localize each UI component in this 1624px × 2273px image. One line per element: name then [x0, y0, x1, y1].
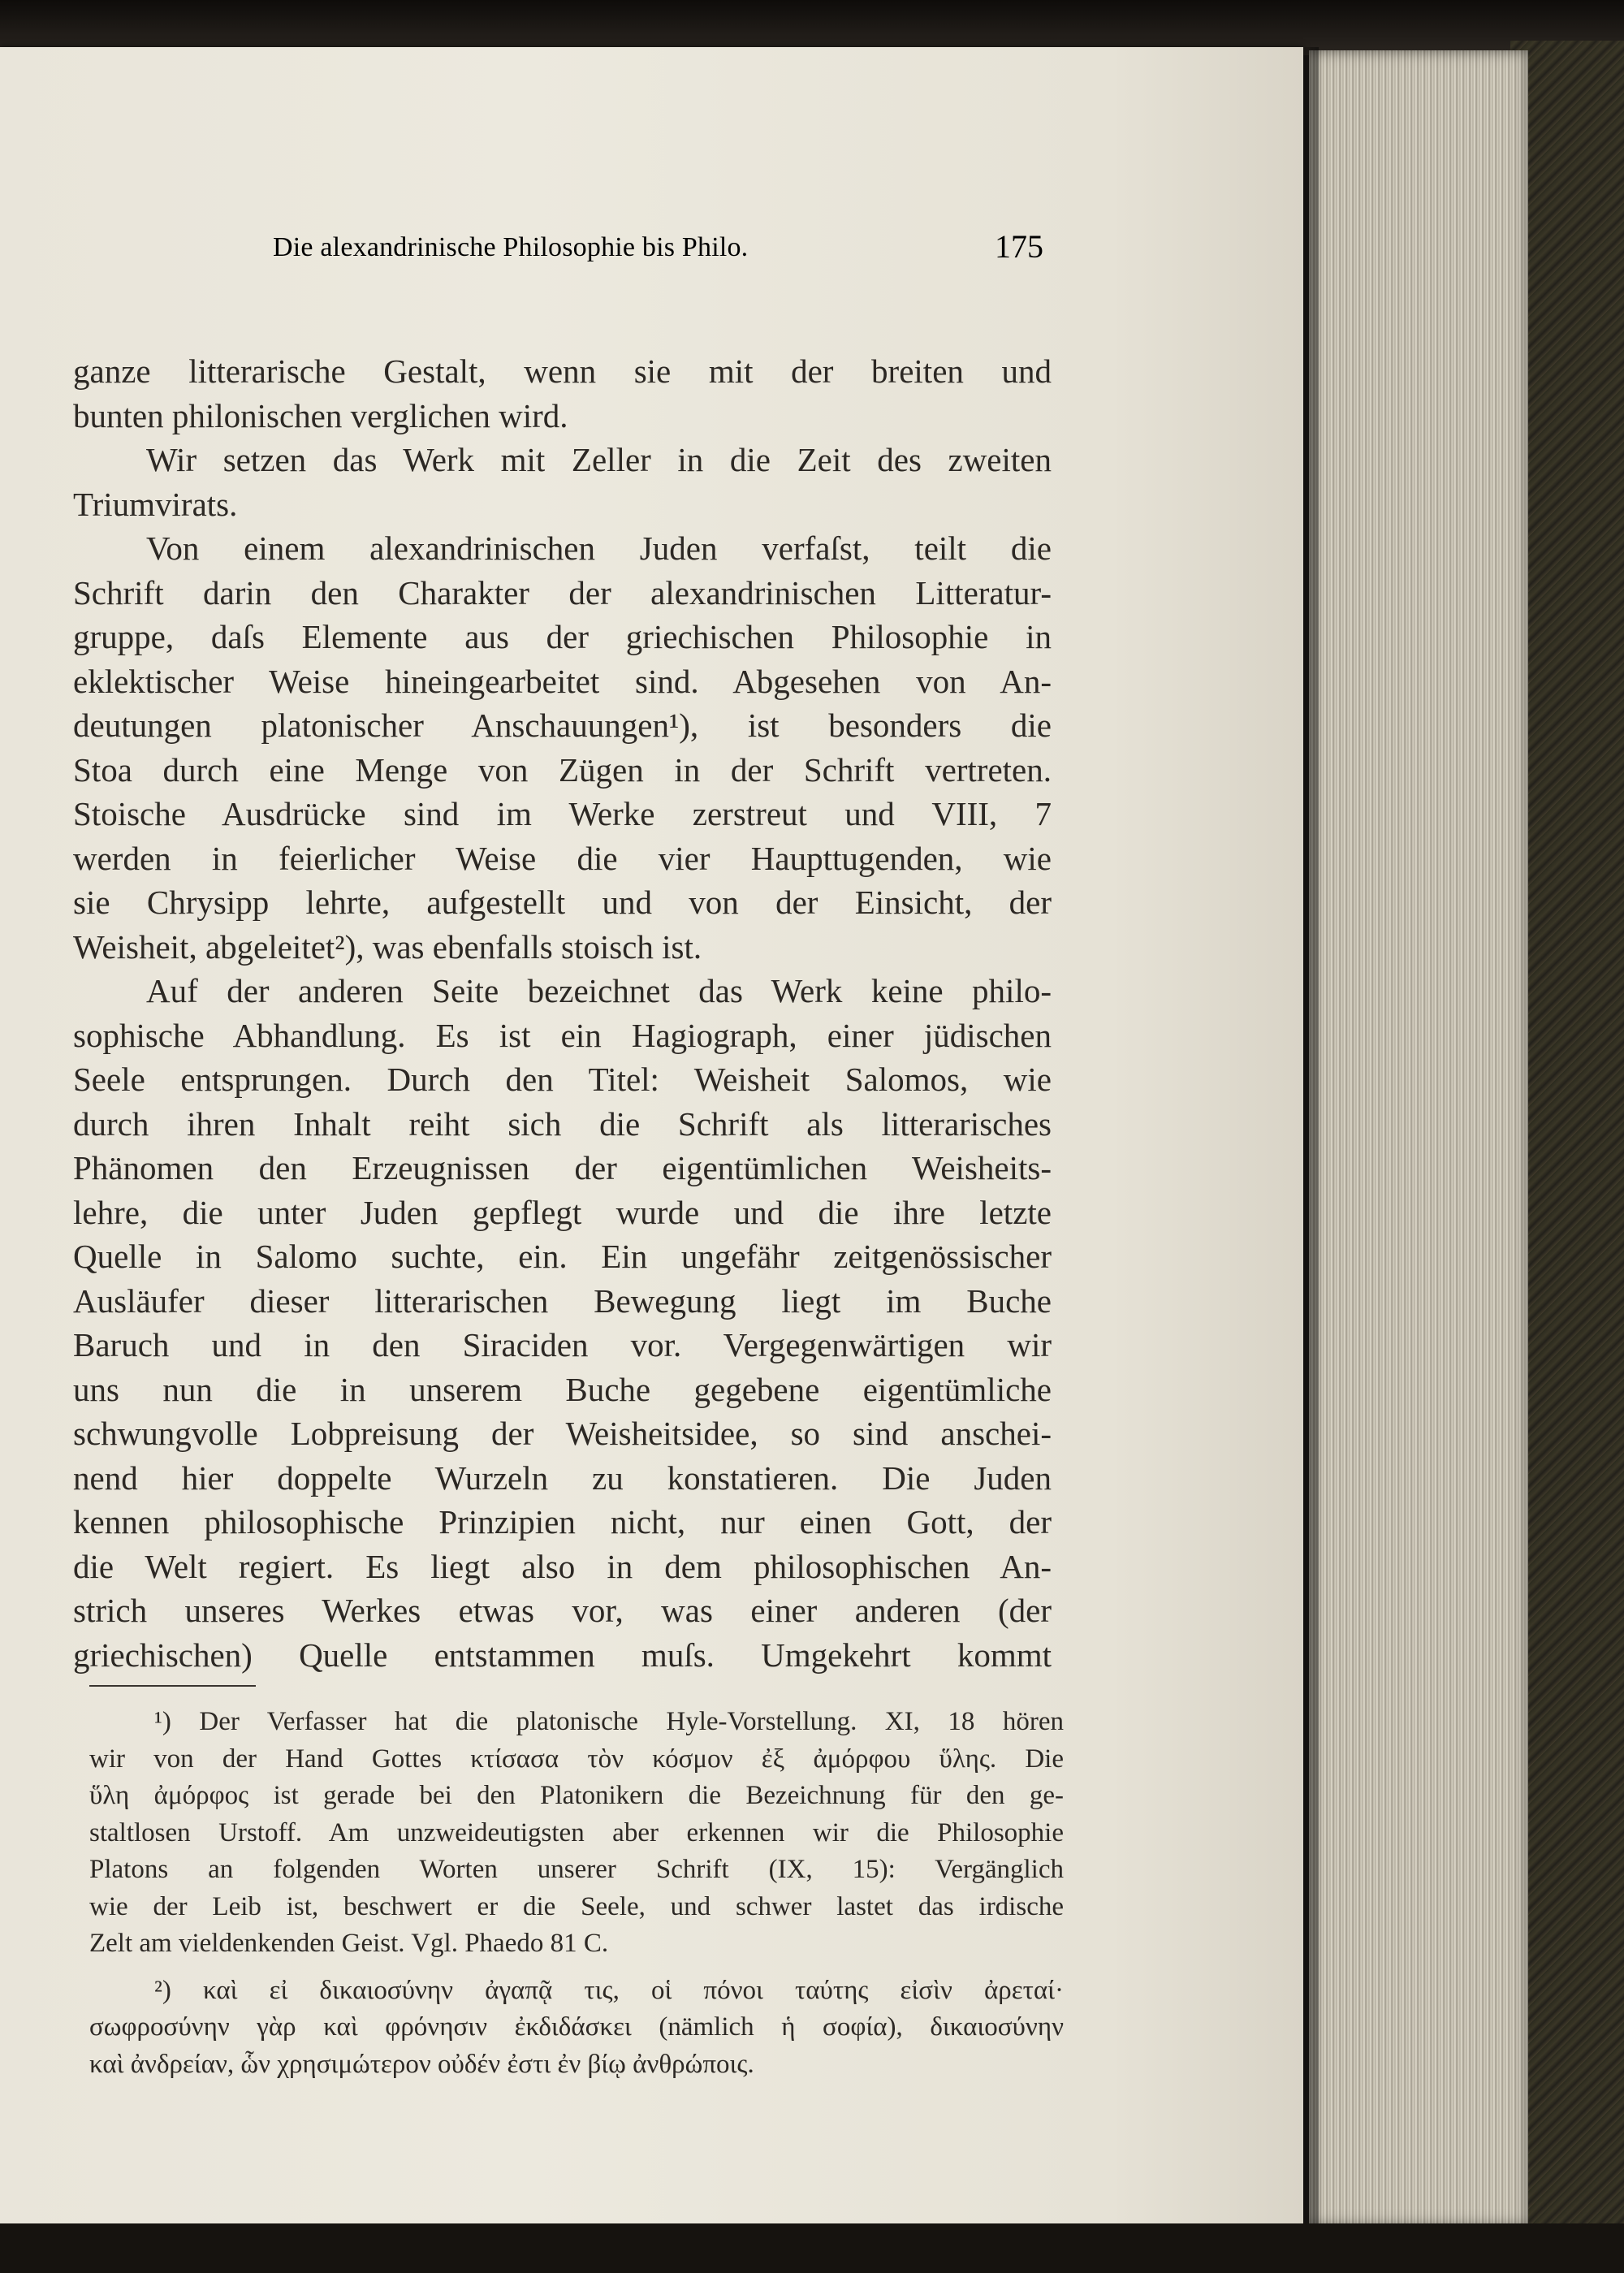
body-line: Stoische Ausdrücke sind im Werke zerstreut und VIII, 7 — [73, 795, 1052, 832]
body-line: gruppe, daſs Elemente aus der griechischen Philosophie in — [73, 618, 1052, 655]
body-line: Seele entsprungen. Durch den Titel: Weisheit Salomos, wie — [73, 1061, 1052, 1098]
body-text — [73, 349, 1052, 1677]
footnote-gap — [89, 1963, 1064, 1973]
scan-background-bottom — [0, 2223, 1624, 2273]
body-line: deutungen platonischer Anschauungen¹), ist besonders die — [73, 707, 1052, 744]
body-line: nend hier doppelte Wurzeln zu konstatieren. Die Juden — [73, 1458, 1052, 1497]
body-line: Auf der anderen Seite bezeichnet das Werk keine philo- — [146, 972, 1052, 1009]
footnote-line: ¹) Der Verfasser hat die platonische Hyle-Vorstellung. XI, 18 hören — [154, 1707, 1064, 1736]
footnote-line: Platons an folgenden Worten unserer Schrift (IX, 15): Vergänglich — [89, 1855, 1064, 1884]
footnote-line: ²) καὶ εἰ δικαιοσύνην ἀγαπᾷ τις, οἱ πόνοι ταύτης εἰσὶν ἀρεταί· — [154, 1975, 1064, 2005]
footnote-line: Zelt am vieldenkenden Geist. Vgl. Phaedo 81 C. — [89, 1929, 609, 1958]
body-line: die Welt regiert. Es liegt also in dem philosophischen An- — [73, 1547, 1052, 1585]
running-head-title: Die alexandrinische Philosophie bis Philo. — [273, 232, 749, 262]
body-line: bunten philonischen verglichen wird. — [73, 396, 568, 434]
page-edges — [1309, 50, 1528, 2227]
body-line: griechischen) Quelle entstammen muſs. Umgekehrt kommt — [73, 1636, 1052, 1674]
footnote-line: staltlosen Urstoff. Am unzweideutigsten aber erkennen wir die Philosophie — [89, 1817, 1064, 1847]
body-line: uns nun die in unserem Buche gegebene eigentümliche — [73, 1370, 1052, 1408]
body-line: Wir setzen das Werk mit Zeller in die Zeit des zweiten — [146, 441, 1052, 478]
body-line: Weisheit, abgeleitet²), was ebenfalls stoisch ist. — [73, 927, 702, 966]
body-line: ganze litterarische Gestalt, wenn sie mit der breiten und — [73, 352, 1052, 390]
footnote-line: καὶ ἀνδρείαν, ὧν χρησιμώτερον οὐδέν ἐστι ἐν βίῳ ἀνθρώποις. — [89, 2049, 754, 2079]
footnotes — [89, 1704, 1064, 2083]
footnote-1 — [89, 1704, 1064, 1963]
body-line: Schrift darin den Charakter der alexandrinischen Litteratur- — [73, 573, 1052, 611]
body-line: Stoa durch eine Menge von Zügen in der Schrift vertreten. — [73, 750, 1052, 789]
body-line: lehre, die unter Juden gepflegt wurde und die ihre letzte — [73, 1193, 1052, 1231]
body-line: werden in feierlicher Weise die vier Haupttugenden, wie — [73, 839, 1052, 877]
footnote-line: ὕλη ἀμόρφος ist gerade bei den Platonikern die Bezeichnung für den ge- — [89, 1781, 1064, 1810]
paragraph-1 — [73, 349, 1052, 438]
body-line: eklektischer Weise hineingearbeitet sind. Abgesehen von An- — [73, 662, 1052, 700]
body-line: strich unseres Werkes etwas vor, was einer anderen (der — [73, 1592, 1052, 1629]
body-line: Ausläufer dieser litterarischen Bewegung liegt im Buche — [73, 1281, 1052, 1320]
footnote-line: wie der Leib ist, beschwert er die Seele, und schwer lastet das irdische — [89, 1891, 1064, 1921]
body-line: Von einem alexandrinischen Juden verfaſst, teilt die — [146, 529, 1052, 567]
running-head — [203, 218, 1043, 274]
page-number: 175 — [995, 228, 1043, 265]
body-line: Triumvirats. — [73, 485, 238, 523]
body-line: Phänomen den Erzeugnissen der eigentümlichen Weisheits- — [73, 1149, 1052, 1186]
body-line: kennen philosophische Prinzipien nicht, nur einen Gott, der — [73, 1503, 1052, 1541]
body-line: sophische Abhandlung. Es ist ein Hagiograph, einer jüdischen — [73, 1016, 1052, 1054]
footnote-line: wir von der Hand Gottes κτίσασα τὸν κόσμον ἐξ ἀμόρφου ὕλης. Die — [89, 1744, 1064, 1774]
footnote-line: σωφροσύνην γὰρ καὶ φρόνησιν ἐκδιδάσκει (nämlich ἡ σοφία), δικαιοσύνην — [89, 2012, 1064, 2042]
body-line: sie Chrysipp lehrte, aufgestellt und von der Einsicht, der — [73, 884, 1052, 921]
body-line: Quelle in Salomo suchte, ein. Ein ungefähr zeitgenössischer — [73, 1238, 1052, 1275]
paragraph-2 — [73, 438, 1052, 526]
paragraph-3 — [73, 526, 1052, 969]
book-page — [0, 47, 1303, 2223]
footnote-2 — [89, 1973, 1064, 2084]
paragraph-4 — [73, 969, 1052, 1677]
body-line: schwungvolle Lobpreisung der Weisheitsidee, so sind anschei- — [73, 1415, 1052, 1452]
body-line: durch ihren Inhalt reiht sich die Schrift als litterarisches — [73, 1104, 1052, 1143]
footnote-rule — [89, 1685, 256, 1687]
body-line: Baruch und in den Siraciden vor. Vergegenwärtigen wir — [73, 1326, 1052, 1363]
